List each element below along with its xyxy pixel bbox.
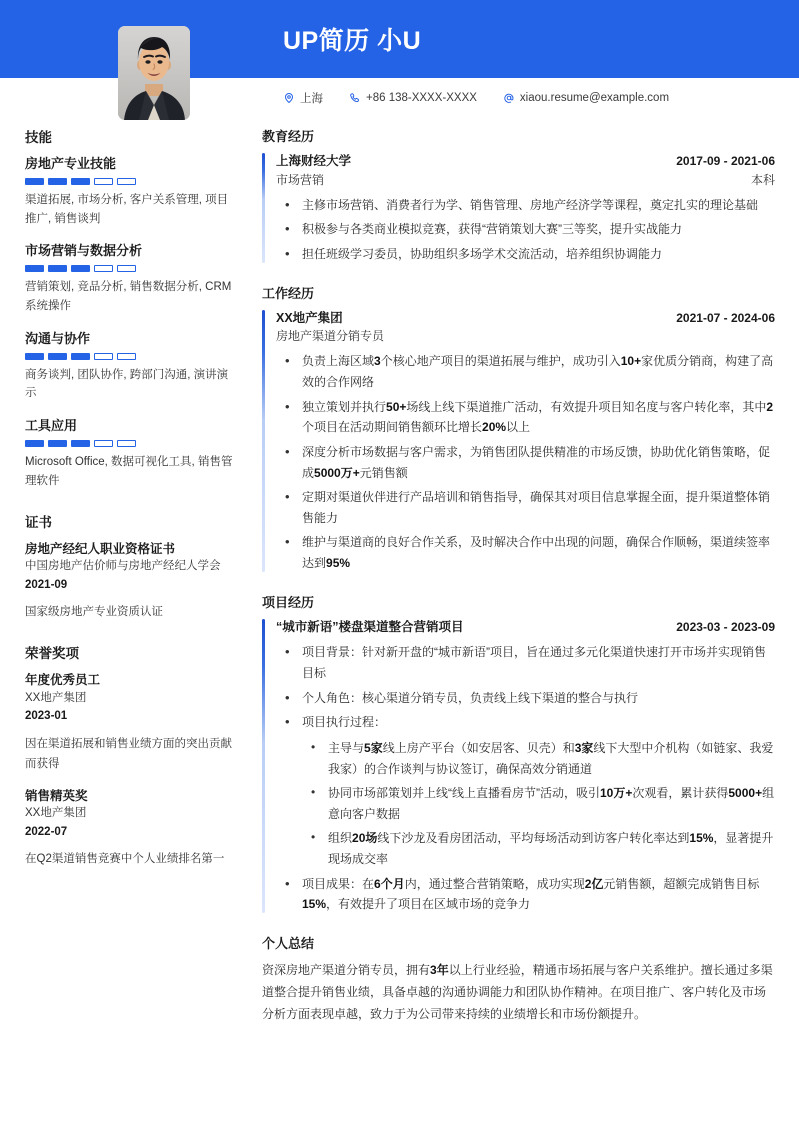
section-work [262,283,775,574]
contact-email [503,92,669,104]
skill-level-bars [25,178,234,185]
summary-text: 资深房地产渠道分销专员，拥有3年以上行业经验，精通市场拓展与客户关系维护。擅长通过多渠道整合提升销售业绩，具备卓越的沟通协调能力和团队协作精神。在项目推广、客户转化及市场分析方面表现卓越，致力于为公司带来持续的业绩增长和市场份额提升。 [262,962,773,1022]
skill-segment-filled [71,265,90,272]
skill-description: 渠道拓展, 市场分析, 客户关系管理, 项目推广, 销售谈判 [25,193,229,225]
bullet-text: 项目执行过程： [302,715,387,730]
sidebar-column [0,122,256,889]
project-entries [262,618,775,915]
certificate-date: 2021-09 [25,578,68,591]
skill-segment-filled [48,440,67,447]
project-entry [262,618,775,915]
contact-location-value: 上海 [300,93,323,105]
bullet-item [276,874,775,915]
skill-segment-filled [25,440,44,447]
work-date: 2021-07 - 2024-06 [676,310,775,325]
project-sub-bullets [302,738,775,870]
avatar [118,26,190,120]
skill-segment-empty [117,440,136,447]
certificates-list [25,540,234,622]
skill-segment-filled [71,353,90,360]
bullet-text: 个人角色：核心渠道分销专员，负责线上线下渠道的整合与执行 [302,690,639,705]
sidebar-section-awards [25,642,234,869]
bullet-item: • 主修市场营销、消费者行为学、销售管理、房地产经济学等课程，奠定扎实的理论基础 [276,195,775,216]
education-entries [262,152,775,265]
sidebar-section-certificates [25,511,234,622]
section-summary [262,933,775,1026]
skill-segment-filled [71,178,90,185]
skill-segment-filled [71,440,90,447]
bullet-text: 项目成果：在6个月内，通过整合营销策略，成功实现2亿元销售额，超额完成销售目标15%，有效提升了项目在区域市场的竞争力 [302,876,760,912]
bullet-item [276,712,775,869]
work-entries [262,309,775,574]
education-title: 教育经历 [262,129,315,144]
contact-phone [349,92,477,104]
contact-location [283,90,323,106]
skill-item [25,242,234,315]
sidebar-certificates-title: 证书 [25,514,52,530]
sub-bullet-item: • 组织20场线下沙龙及看房团活动，平均每场活动到访客户转化率达到15%，显著提升现场成交率 [302,828,775,869]
skill-item [25,417,234,490]
bullet-item: • 积极参与各类商业模拟竞赛，获得“营销策划大赛”三等奖，提升实战能力 [276,219,775,240]
contact-phone-value: +86 138-XXXX-XXXX [366,92,477,104]
sub-bullet-item: • 协同市场部策划并上线“线上直播看房节”活动，吸引10万+次观看，累计获得5000+组意向客户数据 [302,783,775,824]
skill-segment-filled [48,353,67,360]
award-note: 在Q2渠道销售竞赛中个人业绩排名第一 [25,853,225,866]
section-education [262,126,775,265]
award-issuer: XX地产集团 [25,807,87,820]
award-item [25,671,234,774]
skill-description: 营销策划, 竞品分析, 销售数据分析, CRM系统操作 [25,281,232,312]
bullet-item [276,688,775,709]
at-sign-icon [503,92,515,104]
certificate-note: 国家级房地产专业资质认证 [25,606,163,619]
education-school: 上海财经大学 [276,154,352,168]
main-column [256,122,799,1043]
work-role: 房地产渠道分销专员 [276,329,385,344]
award-date: 2022-07 [25,825,68,838]
project-name: “城市新语”楼盘渠道整合营销项目 [276,619,464,634]
skill-description: 商务谈判, 团队协作, 跨部门沟通, 演讲演示 [25,368,229,400]
work-entry [262,309,775,574]
bullet-item: • 定期对渠道伙伴进行产品培训和销售指导，确保其对项目信息掌握全面，提升渠道整体销售能力 [276,487,775,528]
education-entry-header [276,152,775,171]
bullet-text: 项目背景：针对新开盘的“城市新语”项目，旨在通过多元化渠道快速打开市场并实现销售目标 [302,645,766,680]
summary-title: 个人总结 [262,935,315,951]
skill-level-bars [25,353,234,360]
contact-email-value: xiaou.resume@example.com [519,92,670,104]
skill-name: 市场营销与数据分析 [25,243,143,259]
skill-name: 房地产专业技能 [25,156,117,171]
work-entry-header [276,309,775,328]
award-issuer: XX地产集团 [25,691,87,704]
skill-name: 工具应用 [25,418,78,434]
bullet-item [276,642,775,683]
skill-segment-filled [25,265,44,272]
awards-list [25,671,234,869]
skill-description: Microsoft Office, 数据可视化工具, 销售管理软件 [25,456,233,487]
skill-segment-filled [48,178,67,185]
skill-segment-empty [94,265,113,272]
education-subrow [276,171,775,189]
certificate-issuer: 中国房地产估价师与房地产经纪人学会 [25,560,221,573]
bullet-item: • 维护与渠道商的良好合作关系，及时解决合作中出现的问题，确保合作顺畅，渠道续签率达到95% [276,532,775,573]
skill-item [25,330,234,403]
award-date: 2023-01 [25,710,68,723]
education-entry [262,152,775,265]
resume-body [0,122,799,1063]
projects-title: 项目经历 [262,594,315,610]
education-major: 市场营销 [276,172,325,187]
certificate-name: 房地产经纪人职业资格证书 [25,541,176,556]
certificate-item [25,540,234,622]
work-title: 工作经历 [262,285,315,301]
skill-item [25,155,234,228]
skill-name: 沟通与协作 [25,330,91,346]
award-note: 因在渠道拓展和销售业绩方面的突出贡献而获得 [25,737,232,770]
bullet-item: • 深度分析市场数据与客户需求，为销售团队提供精准的市场反馈，协助优化销售策略，促成5000万+元销售额 [276,442,775,483]
skills-list [25,155,234,491]
skill-segment-filled [25,178,44,185]
map-pin-icon [283,92,295,104]
education-date: 2017-09 - 2021-06 [676,154,775,168]
bullet-item: • 负责上海区域3个核心地产项目的渠道拓展与维护，成功引入10+家优质分销商，构建了高效的合作网络 [276,351,775,392]
sidebar-awards-title: 荣誉奖项 [25,646,79,662]
project-entry-header [276,618,775,637]
skill-segment-filled [25,353,44,360]
project-date: 2023-03 - 2023-09 [676,619,775,634]
skill-segment-empty [94,440,113,447]
bullet-item: • 独立策划并执行50+场线上线下渠道推广活动，有效提升项目知名度与客户转化率，其中2个项目在活动期间销售额环比增长20%以上 [276,397,775,438]
education-degree: 本科 [750,172,775,187]
page-title: UP简历 小U [283,27,422,55]
project-bullets [276,642,775,915]
section-projects [262,592,775,915]
skill-segment-empty [94,178,113,185]
skill-segment-empty [117,265,136,272]
skill-segment-empty [117,353,136,360]
skill-level-bars [25,440,234,447]
portrait-photo-icon [118,26,190,120]
sidebar-skills-title: 技能 [25,130,52,145]
contact-list [283,90,669,106]
work-bullets [276,351,775,573]
award-name: 年度优秀员工 [25,673,101,688]
sub-bullet-item: • 主导与5家线上房产平台（如安居客、贝壳）和3家线下大型中介机构（如链家、我爱我家）的合作谈判与协议签订，确保高效分销通道 [302,738,775,779]
skill-segment-empty [94,353,113,360]
skill-level-bars [25,265,234,272]
skill-segment-empty [117,178,136,185]
sidebar-section-skills [25,126,234,491]
phone-icon [349,92,361,104]
bullet-item: • 担任班级学习委员，协助组织多场学术交流活动，培养组织协调能力 [276,244,775,265]
skill-segment-filled [48,265,67,272]
work-company: XX地产集团 [276,310,343,325]
award-name: 销售精英奖 [25,788,88,803]
education-bullets [276,195,775,265]
award-item [25,787,234,869]
